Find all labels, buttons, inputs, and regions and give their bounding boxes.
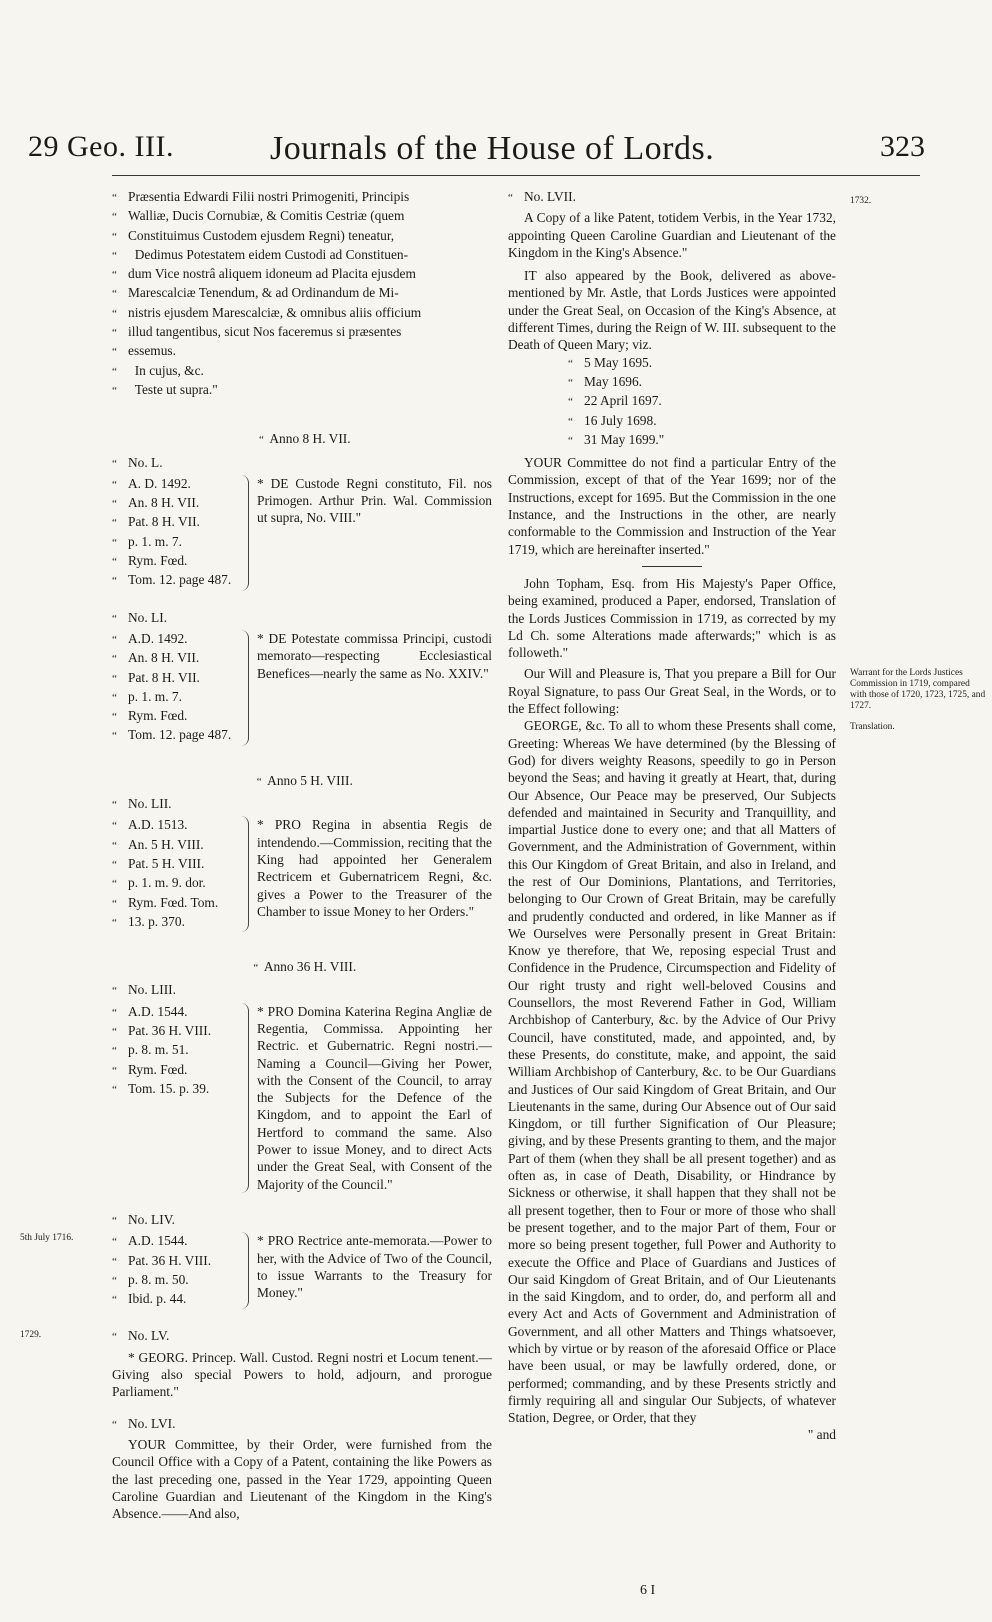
entry-number: “ No. LVII. (508, 189, 576, 204)
topham-paragraph: John Topham, Esq. from His Majesty's Paper Office, being examined, produced a Paper, endorsed, Translation of the Lords Justices Commission in 1719, as corrected by my Ld Ch. some Alterations made afterwards;" which is as followeth." (508, 575, 836, 661)
page-number: 323 (880, 130, 925, 163)
page-header (0, 128, 992, 178)
signature-mark: 6 I (640, 1583, 656, 1598)
intro-line: “ dum Vice nostrâ aliquem idoneum ad Placita ejusdem (112, 266, 416, 282)
margin-note-1716: 5th July 1716. (20, 1233, 74, 1243)
entry-references: “ A.D. 1492. “ An. 8 H. VII. “ Pat. 8 H. VII. “ p. 1. m. 7. “ Rym. Fœd. “ Tom. 12. page 487. (112, 630, 232, 743)
patent-entry (112, 816, 492, 932)
entry-description: * PRO Regina in absentia Regis de intendendo.—Commission, reciting that the King had appointed her Generalem Rectricem et Gubernatricem Regni, &c. gives a Power to the Treasurer of the Chamber to issue Money to her Orders." (257, 817, 492, 919)
brace (234, 1232, 249, 1309)
entry-references: “ A.D. 1544. “ Pat. 36 H. VIII. “ p. 8. m. 50. “ Ibid. p. 44. (112, 1233, 212, 1307)
date-item: “ May 1696. (568, 373, 643, 389)
catchword: " and (807, 1427, 836, 1443)
right-column (508, 188, 836, 1444)
patent-entry (112, 1003, 492, 1193)
justices-paragraph: IT also appeared by the Book, delivered as above-mentioned by Mr. Astle, that Lords Justices were appointed under the Great Seal, on Occasion of the King's Absence, at different Times, during the Reign of W. III. subsequent to the Death of Queen Mary; viz. (508, 268, 836, 353)
entry-number: “ No. LIII. (112, 982, 176, 998)
anno-heading: “ Anno 36 H. VIII. (253, 959, 357, 975)
patent-entry (112, 1232, 492, 1309)
intro-line: “ Præsentia Edwardi Filii nostri Primogeniti, Principis (112, 189, 410, 204)
brace (234, 1003, 249, 1193)
entry-description: * PRO Rectrice ante-memorata.—Power to her, with the Advice of Two of the Council, to issue Warrants to the Treasury for Money." (257, 1233, 492, 1301)
intro-block (112, 188, 492, 400)
intro-line: “ Constituimus Custodem ejusdem Regni) teneatur, (112, 227, 395, 243)
margin-note-1732: 1732. (850, 196, 872, 206)
intro-line: “ nistris ejusdem Marescalciæ, & omnibus aliis officium (112, 304, 422, 320)
patent-entry (112, 475, 492, 591)
margin-note-translation: Translation. (850, 722, 895, 732)
entry-description: * DE Custode Regni constituto, Fil. nos Primogen. Arthur Prin. Wal. Commission ut supra, No. VIII." (257, 475, 492, 526)
entry-number: “ No. LII. (112, 796, 172, 812)
intro-line: “ Teste ut supra." (112, 381, 218, 397)
intro-line: “ illud tangentibus, sicut Nos faceremus si præsentes (112, 324, 402, 340)
header-rule (112, 175, 920, 176)
intro-line: “ essemus. (112, 343, 176, 359)
left-column (112, 188, 492, 1522)
date-item: “ 16 July 1698. (568, 412, 657, 428)
intro-line: “ Marescalciæ Tenendum, & ad Ordinandum de Mi- (112, 285, 399, 301)
will-paragraph: Our Will and Pleasure is, That you prepare a Bill for Our Royal Signature, to pass Our Great Seal, in the Words, or to the Effect following: (508, 666, 836, 717)
margin-note-1729: 1729. (20, 1330, 42, 1340)
entry-number: “ No. LI. (112, 609, 168, 625)
committee-paragraph: YOUR Committee do not find a particular Entry of the Commission, except of that of the Year 1699; nor of the Instructions, except for 1695. But the Commission in the one Instance, and the Instructions in the other, are nearly conformable to the Commission and Instruction of the Year 1719, which are hereinafter inserted." (508, 455, 836, 557)
entry-description: * DE Potestate commissa Principi, custodi memorato—respecting Ecclesiastical Benefices—nearly the same as No. XXIV." (257, 630, 492, 681)
intro-line: “ Dedimus Potestatem eidem Custodi ad Constituen- (112, 246, 409, 262)
anno-heading: “ Anno 8 H. VII. (258, 431, 351, 447)
intro-line: “ Walliæ, Ducis Cornubiæ, & Comitis Cestriæ (quem (112, 208, 405, 224)
regnal-year: 29 Geo. III. (28, 130, 174, 163)
entry-references: “ A.D. 1513. “ An. 5 H. VIII. “ Pat. 5 H. VIII. “ p. 1. m. 9. dor. “ Rym. Fœd. Tom. “ 13. p. 370. (112, 817, 219, 929)
margin-note-warrant: Warrant for the Lords Justices Commission in 1719, compared with those of 1720, 1723, 1725, and 1727. (850, 668, 986, 711)
brace (234, 475, 249, 591)
lvi-paragraph: YOUR Committee, by their Order, were furnished from the Council Office with a Copy of a Patent, containing the like Powers as the last preceding one, passed in the Year 1729, appointing Queen Caroline Guardian and Lieutenant of the Kingdom in the King's Absence.——And also, (112, 1436, 492, 1522)
brace (234, 816, 249, 932)
dates-list (568, 354, 836, 450)
date-item: “ 31 May 1699." (568, 431, 665, 447)
entry-number: “ No. L. (112, 454, 163, 470)
intro-line: “ In cujus, &c. (112, 362, 204, 378)
entry-references: “ A. D. 1492. “ An. 8 H. VII. “ Pat. 8 H. VII. “ p. 1. m. 7. “ Rym. Fœd. “ Tom. 12. page 487. (112, 475, 232, 588)
entry-references: “ A.D. 1544. “ Pat. 36 H. VIII. “ p. 8. m. 51. “ Rym. Fœd. “ Tom. 15. p. 39. (112, 1003, 212, 1096)
lvii-paragraph: A Copy of a like Patent, totidem Verbis, in the Year 1732, appointing Queen Caroline Guardian and Lieutenant of the Kingdom in the King's Absence." (508, 210, 836, 260)
journal-title: Journals of the House of Lords. (270, 130, 715, 167)
brace (234, 630, 249, 746)
entry-number: “ No. LIV. (112, 1211, 175, 1227)
entry-description: * PRO Domina Katerina Regina Angliæ de Regentia, Commissa. Appointing her Rectric. et Gubernatric. Regni nostri.—Naming a Council—Giving her Power, with the Consent of the Council, to array the Subjects for the Defence of the Kingdom, and to appoint the Earl of Hertford to command the same. Also Power to issue Money, and to direct Acts under the Great Seal, with Consent of the Majority of the Council." (257, 1003, 492, 1192)
entry-number: “ No. LV. (112, 1328, 170, 1344)
entry-number: “ No. LVI. (112, 1415, 176, 1431)
commission-paragraph: GEORGE, &c. To all to whom these Presents shall come, Greeting: Whereas We have determined (by the Blessing of God) for divers weighty Reasons, speedily to go in Person beyond the Seas; and having it greatly at Heart, that, during Our Absence, Our Peace may be preserved, Our Subjects defended and maintained in Security and Tranquillity, and impartial Justice done to every one; and that all Matters of Government, and the Administration of Government, within this Our Kingdom of Great Britain, and also in Ireland, and the rest of Our Dominions, Plantations, and Territories, belonging to Our Crown of Great Britain, may be carefully and prudently conducted and ordered, in like Manner as if We Ourselves were Personally present in Great Britain: Know ye therefore, that We, reposing especial Trust and Confidence in the Prudence, Circumspection and Fidelity of Our right trusty and right well-beloved Cousins and Counsellors, the most Reverend Father in God, William Archbishop of Canterbury, &c. by the Advice of Our Privy Council, have constituted, made, and appointed, and, by these Presents, do constitute, make, and appoint, the said William Archbishop of Canterbury, &c. to be Our Guardians and Justices of Our said Kingdom of Great Britain, and Our Lieutenants in the same, during Our Absence out of Our said Kingdom, or till further Signification of Our Pleasure; giving, and by these Presents granting to them, and the major Part of them (when they shall be all present together) and as often as, in case of Death, Disability, or Hindrance by Sickness or otherwise, it shall happen that they shall not be all present together, then to Four or more of those who shall be present together, and to the major Part of them, Four or more so being present together, full Power and Authority to execute the Office and Place of Guardians and Justices of Our said Kingdom of Great Britain, and of Our Lieutenants in the said Kingdom, and to order, do, and perform all and every Act and Acts of Government and Administration of Government, and all other Matters and Things whatsoever, which by virtue or by reason of the aforesaid Office or Place have been usual, or may be lawfully ordered, done, or performed; commanding, and by these Presents strictly and firmly requiring all and singular Our Subjects, of whatever Station, Degree, or Order, that they (508, 718, 837, 1426)
patent-entry (112, 630, 492, 746)
separator-rule (642, 566, 702, 567)
date-item: “ 5 May 1695. (568, 354, 653, 370)
date-item: “ 22 April 1697. (568, 393, 662, 409)
lv-paragraph: * GEORG. Princep. Wall. Custod. Regni nostri et Locum tenent.—Giving also special Powers to hold, adjourn, and prorogue Parliament." (112, 1349, 492, 1400)
anno-heading: “ Anno 5 H. VIII. (256, 772, 353, 788)
